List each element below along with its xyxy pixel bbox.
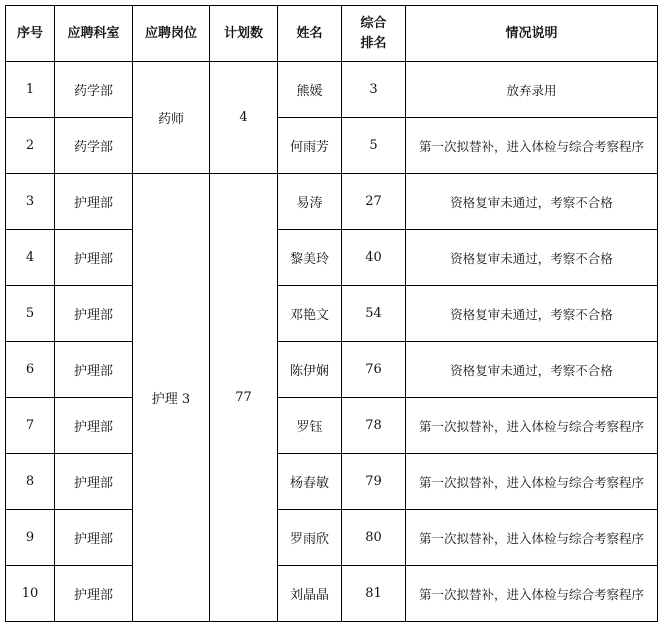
row-note: 第一次拟替补，进入体检与综合考察程序 [406,118,658,174]
row-department: 护理部 [55,342,133,398]
header-row [6,6,658,62]
row-department: 药学部 [55,62,133,118]
row-department: 护理部 [55,286,133,342]
table-row [6,566,658,622]
row-name: 何雨芳 [278,118,342,174]
header-department: 应聘科室 [55,6,133,62]
row-index: 10 [6,566,55,622]
group-plan-count: 4 [210,62,278,174]
row-department: 护理部 [55,398,133,454]
row-note: 第一次拟替补，进入体检与综合考察程序 [406,398,658,454]
row-index: 3 [6,174,55,230]
row-index: 2 [6,118,55,174]
header-note: 情况说明 [406,6,658,62]
row-note: 放弃录用 [406,62,658,118]
row-rank: 27 [342,174,406,230]
row-department: 护理部 [55,566,133,622]
row-index: 8 [6,454,55,510]
row-department: 护理部 [55,230,133,286]
row-name: 熊媛 [278,62,342,118]
row-name: 刘晶晶 [278,566,342,622]
row-index: 7 [6,398,55,454]
row-department: 护理部 [55,174,133,230]
row-index: 5 [6,286,55,342]
row-rank: 3 [342,62,406,118]
group-position: 护理 3 [133,174,210,622]
group-position: 药师 [133,62,210,174]
header-rank-line2: 排名 [360,35,387,51]
row-department: 护理部 [55,510,133,566]
row-index: 6 [6,342,55,398]
row-rank: 40 [342,230,406,286]
row-note: 资格复审未通过，考察不合格 [406,230,658,286]
header-index: 序号 [6,6,55,62]
row-note: 资格复审未通过，考察不合格 [406,174,658,230]
row-name: 邓艳文 [278,286,342,342]
row-note: 第一次拟替补，进入体检与综合考察程序 [406,510,658,566]
table-row [6,62,658,118]
row-name: 杨春敏 [278,454,342,510]
header-name: 姓名 [278,6,342,62]
row-name: 罗雨欣 [278,510,342,566]
row-department: 护理部 [55,454,133,510]
table-row [6,174,658,230]
row-rank: 78 [342,398,406,454]
row-note: 第一次拟替补，进入体检与综合考察程序 [406,454,658,510]
row-index: 4 [6,230,55,286]
row-note: 资格复审未通过，考察不合格 [406,286,658,342]
header-rank [342,6,406,62]
row-name: 罗钰 [278,398,342,454]
row-department: 药学部 [55,118,133,174]
row-rank: 81 [342,566,406,622]
table-row [6,510,658,566]
row-rank: 79 [342,454,406,510]
row-rank: 54 [342,286,406,342]
header-position: 应聘岗位 [133,6,210,62]
row-index: 9 [6,510,55,566]
table-row [6,398,658,454]
header-rank-line1: 综合 [360,15,387,31]
group-plan-count: 77 [210,174,278,622]
row-name: 黎美玲 [278,230,342,286]
row-note: 第一次拟替补，进入体检与综合考察程序 [406,566,658,622]
row-name: 陈伊娴 [278,342,342,398]
row-note: 资格复审未通过，考察不合格 [406,342,658,398]
row-index: 1 [6,62,55,118]
table-row [6,118,658,174]
table-row [6,454,658,510]
table-row [6,286,658,342]
table-row [6,230,658,286]
recruitment-table [5,5,658,622]
header-plan-count: 计划数 [210,6,278,62]
table-row [6,342,658,398]
row-name: 易涛 [278,174,342,230]
row-rank: 5 [342,118,406,174]
row-rank: 76 [342,342,406,398]
row-rank: 80 [342,510,406,566]
